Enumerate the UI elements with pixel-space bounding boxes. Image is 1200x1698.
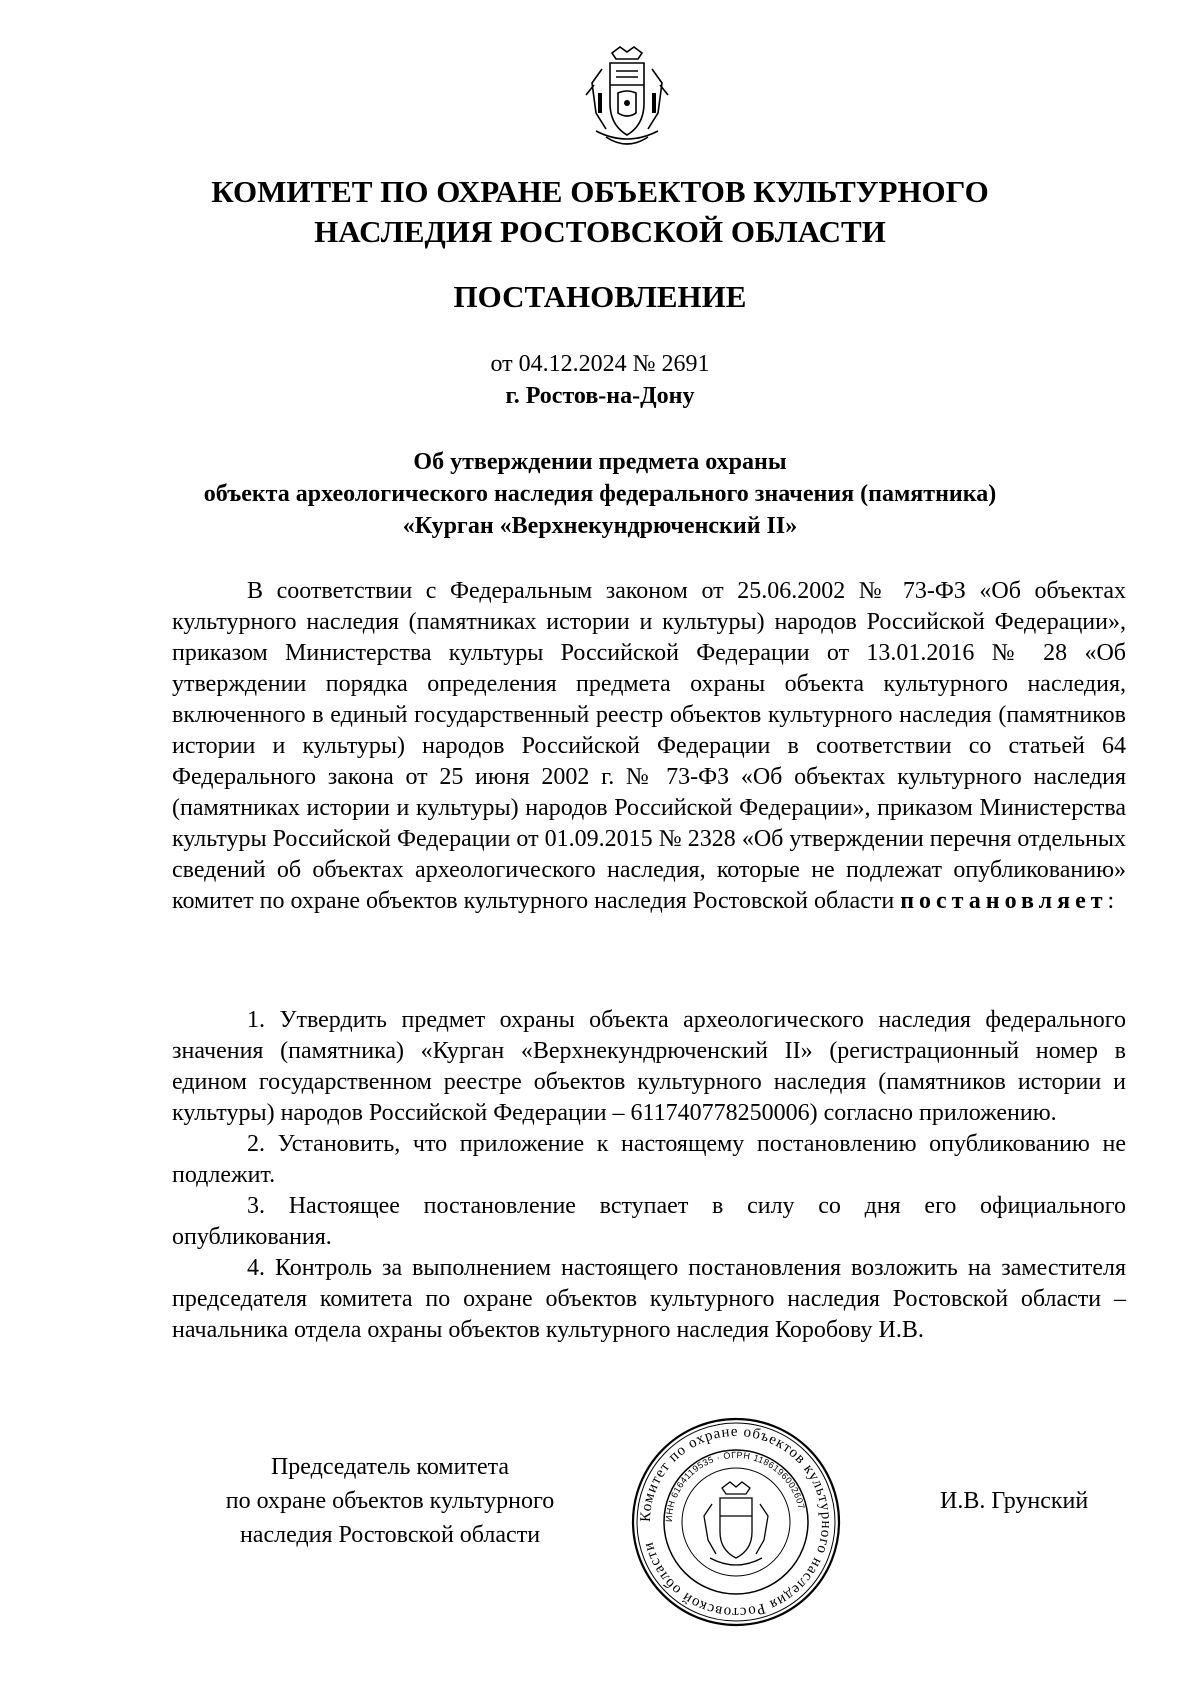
- title-line2: объекта археологического наследия федерального значения (памятника): [203, 481, 997, 507]
- point-4: 4. Контроль за выполнением настоящего постановления возложить на заместителя председателя комитета по охране объектов культурного наследия Ростовской области – начальника отдела охраны объектов культурного наследия Коробову И.В.: [172, 1255, 1126, 1343]
- signatory-name: И.В. Грунский: [940, 1488, 1089, 1514]
- point-1: 1. Утвердить предмет охраны объекта археологического наследия федерального значения (памятника) «Курган «Верхнекундрюченский II» (регистрационный номер в едином государственном реестре объектов культурного наследия (памятников истории и культуры) народов Российской Федерации – 611740778250006) согласно приложению.: [172, 1007, 1126, 1126]
- committee-name-line2: НАСЛЕДИЯ РОСТОВСКОЙ ОБЛАСТИ: [314, 214, 886, 249]
- seal-inner-text: ИНН 6164119535 · ОГРН 1186196002607: [663, 1449, 807, 1523]
- seal-ring-text: Комитет по охране объектов культурного наследия Ростовской области: [637, 1423, 835, 1621]
- official-seal-stamp: [630, 1416, 842, 1628]
- signatory-position-line2: по охране объектов культурного: [225, 1488, 555, 1514]
- document-type: ПОСТАНОВЛЕНИЕ: [453, 279, 747, 314]
- point-2: 2. Установить, что приложение к настоящему постановлению опубликованию не подлежит.: [172, 1131, 1126, 1188]
- point-3: 3. Настоящее постановление вступает в силу со дня его официального опубликования.: [172, 1193, 1126, 1250]
- preamble-text: В соответствии с Федеральным законом от 25.06.2002 № 73-ФЗ «Об объектах культурного наследия (памятниках истории и культуры) народов Российской Федерации», приказом Министерства культуры Российской Федерации от 13.01.2016 № 28 «Об утверждении порядка определения предмета охраны объекта культурного наследия, включенного в единый государственный реестр объектов культурного наследия (памятников истории и культуры) народов Российской Федерации в соответствии со статьей 64 Федерального закона от 25 июня 2002 г. № 73-ФЗ «Об объектах культурного наследия (памятниках истории и культуры) народов Российской Федерации», приказом Министерства культуры Российской Федерации от 01.09.2015 № 2328 «Об утверждении перечня отдельных сведений об объектах археологического наследия, которые не подлежат опубликованию» комитет по охране объектов культурного наследия Ростовской области: [172, 578, 1126, 914]
- title-line1: Об утверждении предмета охраны: [413, 449, 787, 475]
- committee-name-line1: КОМИТЕТ ПО ОХРАНЕ ОБЪЕКТОВ КУЛЬТУРНОГО: [211, 174, 989, 209]
- seal-emblem-icon: [704, 1482, 768, 1565]
- signatory-position-line1: Председатель комитета: [270, 1454, 510, 1480]
- decree-points: [172, 1005, 1126, 1346]
- coat-of-arms-emblem-icon: [572, 43, 682, 153]
- place: г. Ростов-на-Дону: [505, 383, 695, 409]
- signatory-position: [180, 1450, 600, 1552]
- title-line3: «Курган «Верхнекундрюченский II»: [402, 513, 798, 539]
- committee-name: [0, 172, 1200, 252]
- document-title: [150, 446, 1050, 542]
- date-and-number: от 04.12.2024 № 2691: [490, 351, 710, 377]
- preamble-end: :: [1107, 888, 1115, 914]
- signatory-position-line3: наследия Ростовской области: [239, 1522, 541, 1548]
- decree-word: постановляет: [900, 888, 1108, 914]
- preamble-paragraph: [172, 576, 1126, 917]
